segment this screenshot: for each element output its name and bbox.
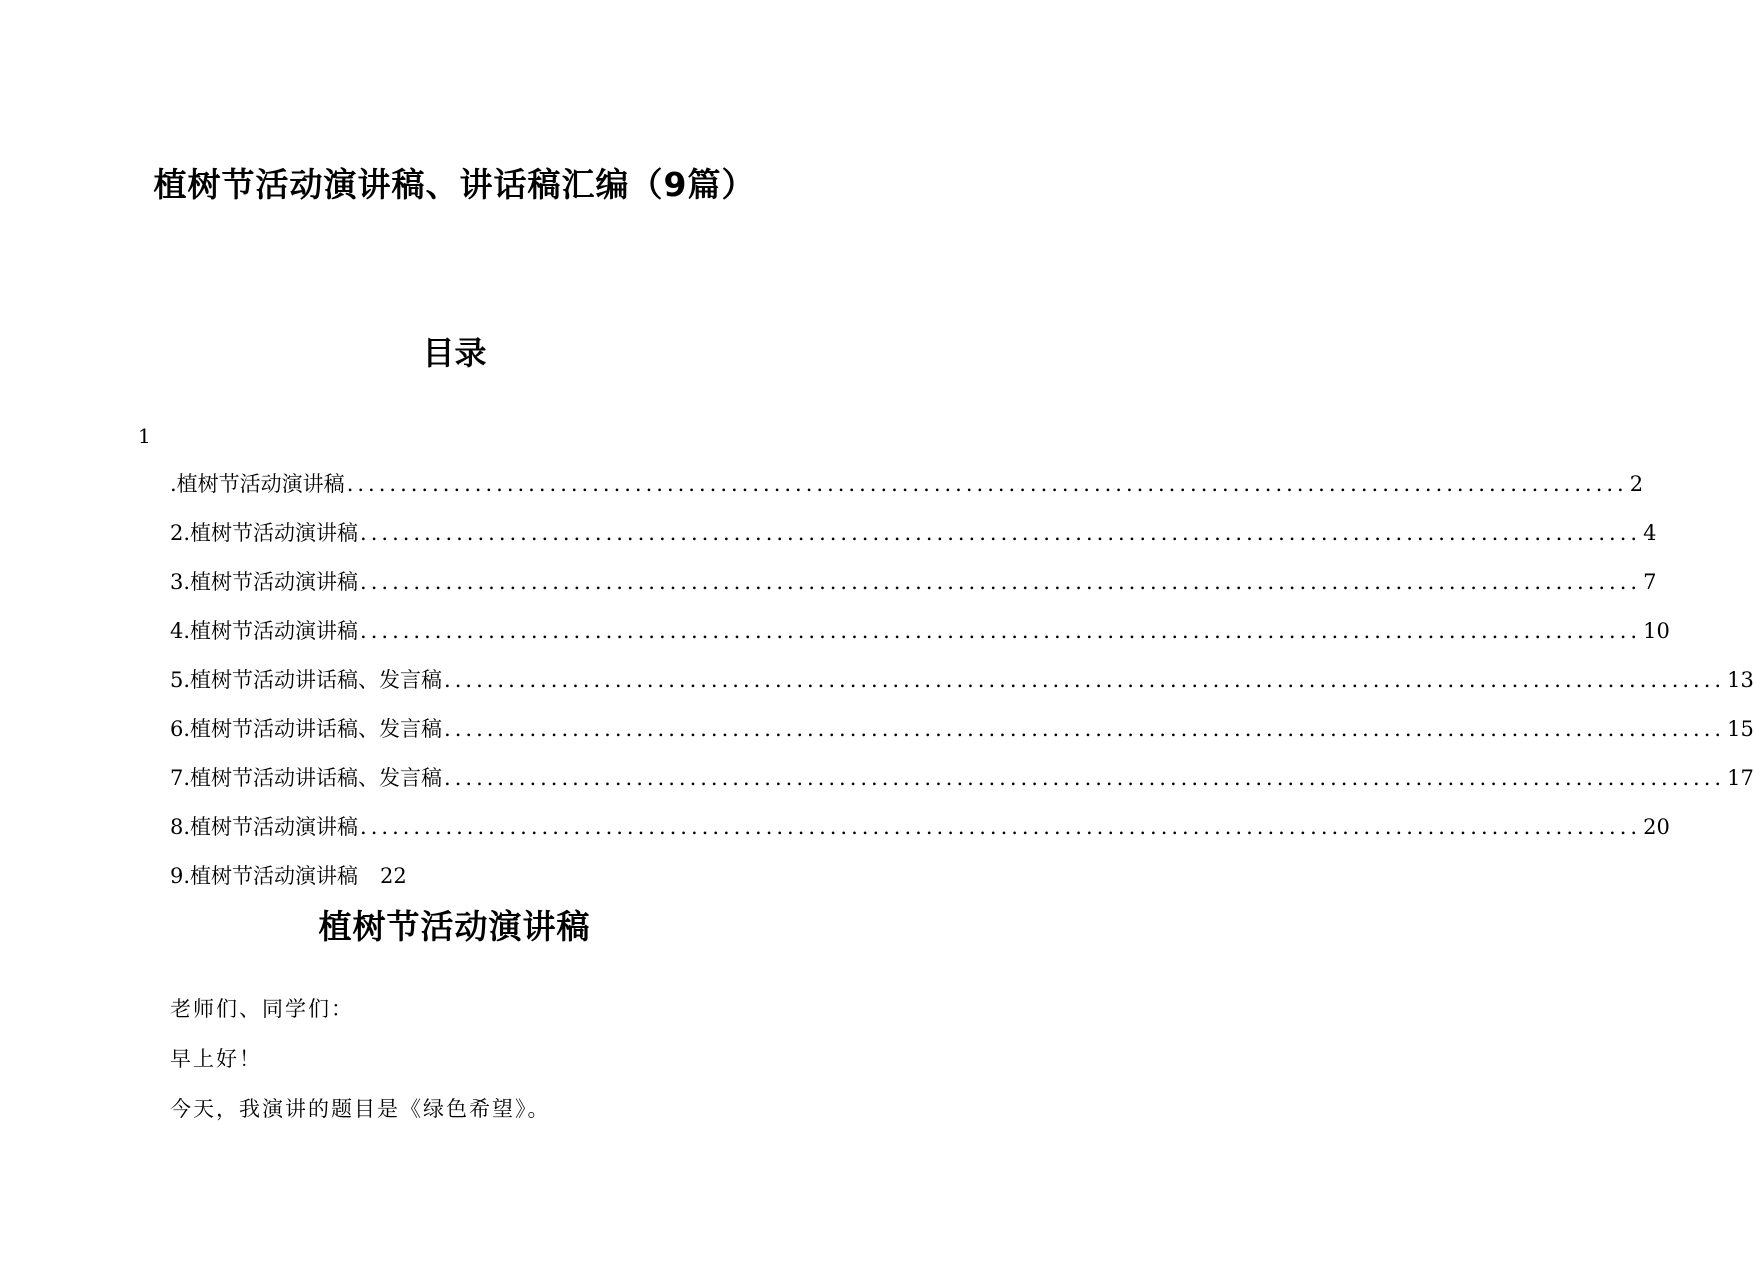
- toc-stray-number: 1: [138, 424, 151, 448]
- toc-entry[interactable]: [170, 713, 1754, 762]
- paragraph-greeting: 早上好！: [170, 1047, 262, 1071]
- toc-heading: 目录: [422, 334, 487, 372]
- section-title: 植树节活动演讲稿: [318, 907, 591, 946]
- toc-leader-dots: ........................................................................................................................: [444, 668, 1726, 692]
- toc-entry-label: 4.植树节活动演讲稿: [170, 619, 359, 643]
- document-title: 植树节活动演讲稿、讲话稿汇编（9篇）: [153, 165, 756, 204]
- body-text: [170, 992, 551, 1142]
- toc-entry-label: 3.植树节活动演讲稿: [170, 570, 359, 594]
- toc-leader-dots: ........................................................................................................................: [360, 815, 1642, 839]
- toc-entry[interactable]: [170, 615, 1670, 664]
- toc-entry[interactable]: [170, 811, 1670, 860]
- toc-entry-label: 8.植树节活动演讲稿: [170, 815, 359, 839]
- toc-entry-label: 2.植树节活动演讲稿: [170, 521, 359, 545]
- table-of-contents: [170, 468, 1754, 909]
- toc-entry-label: 7.植树节活动讲话稿、发言稿: [170, 766, 443, 790]
- toc-entry-page: 10: [1643, 619, 1670, 643]
- toc-entry[interactable]: [170, 664, 1754, 713]
- toc-leader-dots: ........................................................................................................................: [346, 472, 1628, 496]
- toc-entry-page: 22: [380, 864, 407, 888]
- toc-entry-label: .植树节活动演讲稿: [170, 472, 345, 496]
- paragraph-topic: 今天，我演讲的题目是《绿色希望》。: [170, 1097, 551, 1121]
- toc-leader-dots: ........................................................................................................................: [360, 521, 1642, 545]
- toc-entry-page: 17: [1727, 766, 1754, 790]
- toc-entry-page: 13: [1727, 668, 1754, 692]
- toc-entry-page: 2: [1629, 472, 1644, 496]
- toc-entry-label: 9.植树节活动演讲稿: [170, 864, 359, 888]
- toc-entry-page: 7: [1643, 570, 1657, 594]
- toc-leader-dots: ........................................................................................................................: [444, 717, 1726, 741]
- toc-entry-page: 15: [1727, 717, 1754, 741]
- toc-leader-dots: ........................................................................................................................: [360, 619, 1642, 643]
- toc-leader-dots: ........................................................................................................................: [444, 766, 1726, 790]
- toc-entry[interactable]: [170, 468, 1644, 517]
- toc-entry[interactable]: [170, 517, 1657, 566]
- toc-entry[interactable]: [170, 566, 1657, 615]
- toc-entry[interactable]: [170, 762, 1754, 811]
- toc-entry-page: 20: [1643, 815, 1670, 839]
- toc-leader-dots: ........................................................................................................................: [360, 570, 1642, 594]
- paragraph-salutation: 老师们、同学们：: [170, 997, 354, 1021]
- toc-entry-label: 5.植树节活动讲话稿、发言稿: [170, 668, 443, 692]
- toc-entry-page: 4: [1643, 521, 1657, 545]
- toc-entry-label: 6.植树节活动讲话稿、发言稿: [170, 717, 443, 741]
